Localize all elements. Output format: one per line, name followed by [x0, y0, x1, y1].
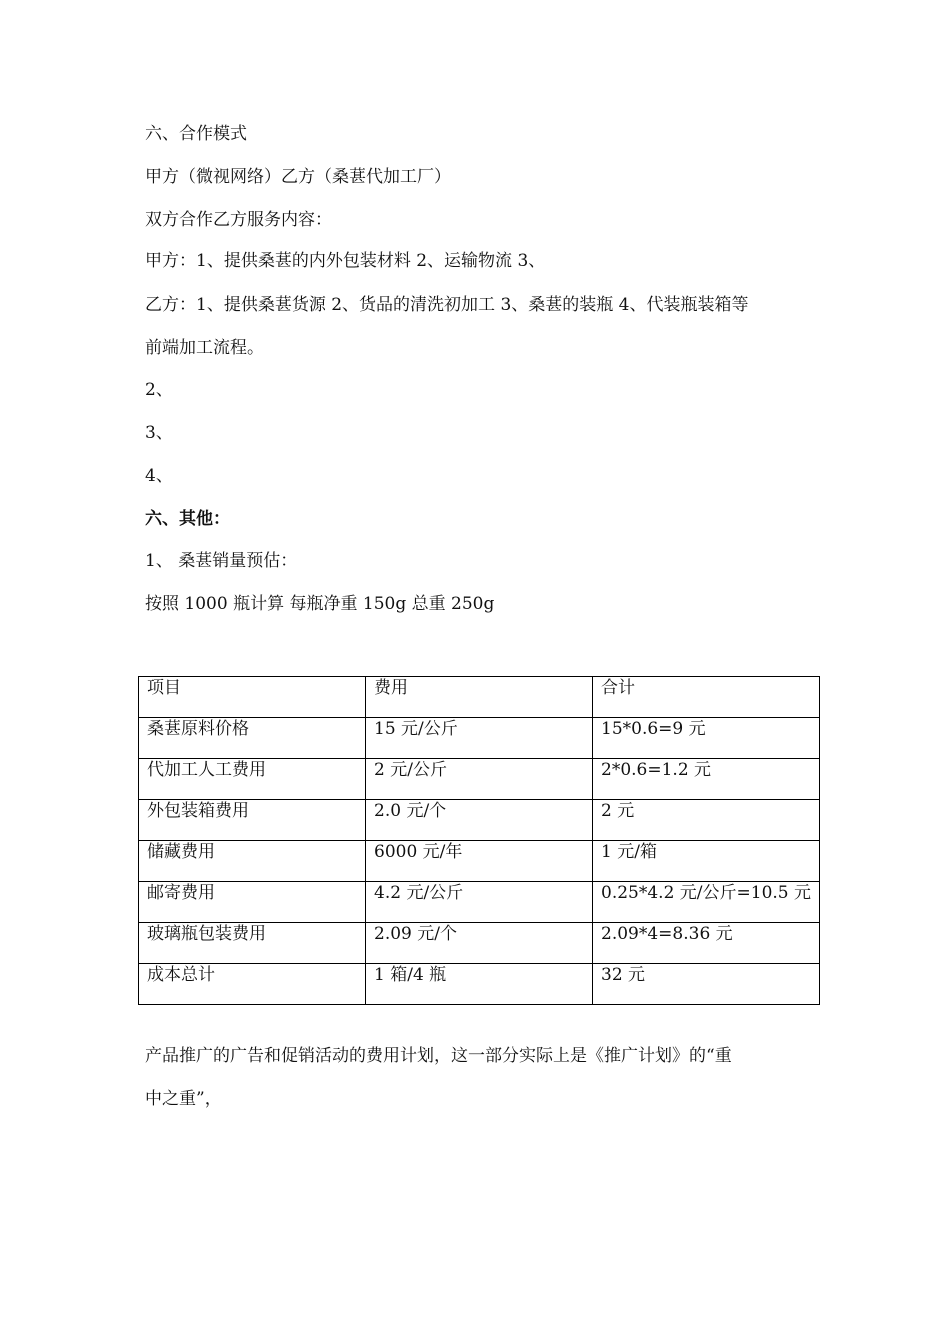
table-row: [139, 923, 820, 964]
list-item-4: 4、: [145, 466, 173, 486]
cost-table: [138, 676, 820, 1005]
table-cell: 成本总计: [139, 964, 366, 1005]
section-heading-cooperation-mode: 六、合作模式: [145, 124, 247, 144]
parties-line: 甲方（微视网络）乙方（桑葚代加工厂）: [145, 167, 451, 187]
service-content-line: 双方合作乙方服务内容：: [145, 210, 332, 230]
table-cell: 储藏费用: [139, 841, 366, 882]
table-cell: 6000 元/年: [366, 841, 593, 882]
sales-estimate-label: 1、 桑葚销量预估：: [145, 551, 298, 571]
promotion-plan-line-continuation: 中之重”，: [145, 1089, 222, 1109]
table-cell: 1 箱/4 瓶: [366, 964, 593, 1005]
table-cell: 2.09*4=8.36 元: [593, 923, 820, 964]
party-a-duties-line: 甲方：1、提供桑葚的内外包装材料 2、运输物流 3、: [145, 251, 546, 271]
table-cell: 0.25*4.2 元/公斤=10.5 元: [593, 882, 820, 923]
table-cell: 1 元/箱: [593, 841, 820, 882]
table-header-row: [139, 677, 820, 718]
calculation-basis: 按照 1000 瓶计算 每瓶净重 150g 总重 250g: [145, 594, 495, 614]
table-row: [139, 800, 820, 841]
table-cell: 15 元/公斤: [366, 718, 593, 759]
list-item-2: 2、: [145, 380, 173, 400]
table-header-cell: 项目: [139, 677, 366, 718]
table-cell: 2.0 元/个: [366, 800, 593, 841]
table-row: [139, 882, 820, 923]
table-row: [139, 841, 820, 882]
table-cell: 15*0.6=9 元: [593, 718, 820, 759]
party-b-duties-continuation: 前端加工流程。: [145, 338, 264, 358]
table-cell: 32 元: [593, 964, 820, 1005]
table-header-cell: 费用: [366, 677, 593, 718]
section-heading-other: 六、其他：: [145, 509, 230, 529]
table-cell: 4.2 元/公斤: [366, 882, 593, 923]
table-row: [139, 718, 820, 759]
table-cell: 外包装箱费用: [139, 800, 366, 841]
table-cell: 邮寄费用: [139, 882, 366, 923]
table-cell: 2.09 元/个: [366, 923, 593, 964]
table-cell: 2 元/公斤: [366, 759, 593, 800]
table-cell: 2 元: [593, 800, 820, 841]
promotion-plan-line: 产品推广的广告和促销活动的费用计划，这一部分实际上是《推广计划》的“重: [145, 1046, 732, 1066]
table-cell: 代加工人工费用: [139, 759, 366, 800]
table-cell: 桑葚原料价格: [139, 718, 366, 759]
table-row: [139, 759, 820, 800]
table-cell: 玻璃瓶包装费用: [139, 923, 366, 964]
party-b-duties-line: 乙方：1、提供桑葚货源 2、货品的清洗初加工 3、桑葚的装瓶 4、代装瓶装箱等: [145, 295, 749, 315]
list-item-3: 3、: [145, 423, 173, 443]
table-header-cell: 合计: [593, 677, 820, 718]
table-cell: 2*0.6=1.2 元: [593, 759, 820, 800]
table-row: [139, 964, 820, 1005]
